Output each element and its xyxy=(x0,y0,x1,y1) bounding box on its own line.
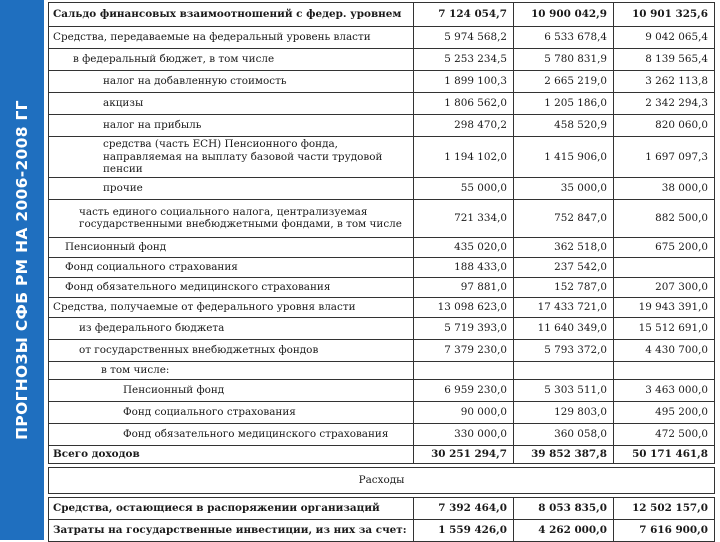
table-row xyxy=(49,317,715,339)
row-label: Фонд обязательного медицинского страхования xyxy=(49,423,414,445)
table-row xyxy=(49,361,715,379)
value-2006: 188 433,0 xyxy=(414,257,514,277)
value-2007: 8 053 835,0 xyxy=(514,497,614,519)
value-2007: 11 640 349,0 xyxy=(514,317,614,339)
value-2007 xyxy=(514,361,614,379)
value-2006: 1 194 102,0 xyxy=(414,137,514,178)
value-2008: 8 139 565,4 xyxy=(614,49,715,71)
value-2006: 55 000,0 xyxy=(414,177,514,199)
value-2007: 360 058,0 xyxy=(514,423,614,445)
value-2008: 675 200,0 xyxy=(614,237,715,257)
value-2008: 2 342 294,3 xyxy=(614,93,715,115)
row-label: Сальдо финансовых взаимоотношений с федер. уровнем xyxy=(49,3,414,27)
table-row xyxy=(49,93,715,115)
row-label: налог на прибыль xyxy=(49,115,414,137)
table-row xyxy=(49,49,715,71)
value-2007: 35 000,0 xyxy=(514,177,614,199)
value-2007: 10 900 042,9 xyxy=(514,3,614,27)
table-row xyxy=(49,177,715,199)
row-label: налог на добавленную стоимость xyxy=(49,71,414,93)
value-2006: 5 253 234,5 xyxy=(414,49,514,71)
table-row xyxy=(49,237,715,257)
row-label: Пенсионный фонд xyxy=(49,237,414,257)
row-label: от государственных внебюджетных фондов xyxy=(49,339,414,361)
value-2007: 39 852 387,8 xyxy=(514,445,614,463)
value-2008: 19 943 391,0 xyxy=(614,297,715,317)
value-2008: 3 262 113,8 xyxy=(614,71,715,93)
value-2007: 4 262 000,0 xyxy=(514,519,614,541)
budget-table xyxy=(48,2,715,542)
value-2006: 721 334,0 xyxy=(414,199,514,237)
table-row xyxy=(49,423,715,445)
value-2008: 882 500,0 xyxy=(614,199,715,237)
table-row xyxy=(49,497,715,519)
value-2008: 4 430 700,0 xyxy=(614,339,715,361)
value-2006: 5 719 393,0 xyxy=(414,317,514,339)
table-row xyxy=(49,379,715,401)
row-label: Средства, остающиеся в распоряжении организаций xyxy=(49,497,414,519)
table-row xyxy=(49,199,715,237)
row-label: акцизы xyxy=(49,93,414,115)
value-2006: 435 020,0 xyxy=(414,237,514,257)
value-2008: 15 512 691,0 xyxy=(614,317,715,339)
value-2007: 6 533 678,4 xyxy=(514,27,614,49)
value-2006: 7 124 054,7 xyxy=(414,3,514,27)
value-2007: 152 787,0 xyxy=(514,277,614,297)
value-2008: 820 060,0 xyxy=(614,115,715,137)
table-row xyxy=(49,519,715,541)
value-2006: 30 251 294,7 xyxy=(414,445,514,463)
value-2007: 1 415 906,0 xyxy=(514,137,614,178)
value-2008: 472 500,0 xyxy=(614,423,715,445)
value-2007: 5 793 372,0 xyxy=(514,339,614,361)
value-2008: 50 171 461,8 xyxy=(614,445,715,463)
value-2006: 1 806 562,0 xyxy=(414,93,514,115)
table-row-total xyxy=(49,445,715,463)
value-2007: 2 665 219,0 xyxy=(514,71,614,93)
row-label: средства (часть ЕСН) Пенсионного фонда, направляемая на выплату базовой части трудовой пенсии xyxy=(49,137,414,178)
row-label: Всего доходов xyxy=(49,445,414,463)
value-2007: 1 205 186,0 xyxy=(514,93,614,115)
table-row xyxy=(49,297,715,317)
value-2006: 6 959 230,0 xyxy=(414,379,514,401)
row-label: прочие xyxy=(49,177,414,199)
table-row xyxy=(49,71,715,93)
value-2007: 237 542,0 xyxy=(514,257,614,277)
value-2008: 207 300,0 xyxy=(614,277,715,297)
table-row xyxy=(49,115,715,137)
row-label: Средства, получаемые от федерального уровня власти xyxy=(49,297,414,317)
value-2006: 1 899 100,3 xyxy=(414,71,514,93)
row-label: Фонд обязательного медицинского страхования xyxy=(49,277,414,297)
row-label: в федеральный бюджет, в том числе xyxy=(49,49,414,71)
value-2006: 1 559 426,0 xyxy=(414,519,514,541)
section-header-row xyxy=(49,467,715,493)
table-row xyxy=(49,257,715,277)
value-2008 xyxy=(614,361,715,379)
value-2007: 5 780 831,9 xyxy=(514,49,614,71)
value-2007: 17 433 721,0 xyxy=(514,297,614,317)
slide-title: ПРОГНОЗЫ СФБ РМ НА 2006-2008 ГГ xyxy=(13,100,31,440)
value-2006: 97 881,0 xyxy=(414,277,514,297)
row-label: Затраты на государственные инвестиции, из них за счет: xyxy=(49,519,414,541)
row-label: в том числе: xyxy=(49,361,414,379)
value-2007: 5 303 511,0 xyxy=(514,379,614,401)
value-2008 xyxy=(614,257,715,277)
value-2006: 90 000,0 xyxy=(414,401,514,423)
value-2008: 10 901 325,6 xyxy=(614,3,715,27)
table-row xyxy=(49,339,715,361)
value-2007: 752 847,0 xyxy=(514,199,614,237)
value-2008: 38 000,0 xyxy=(614,177,715,199)
value-2006: 5 974 568,2 xyxy=(414,27,514,49)
value-2008: 9 042 065,4 xyxy=(614,27,715,49)
section-header-expenses: Расходы xyxy=(49,467,715,493)
row-label: Средства, передаваемые на федеральный уровень власти xyxy=(49,27,414,49)
value-2008: 495 200,0 xyxy=(614,401,715,423)
row-label: из федерального бюджета xyxy=(49,317,414,339)
value-2007: 458 520,9 xyxy=(514,115,614,137)
row-label: Фонд социального страхования xyxy=(49,257,414,277)
row-label: Фонд социального страхования xyxy=(49,401,414,423)
value-2006: 13 098 623,0 xyxy=(414,297,514,317)
value-2006: 330 000,0 xyxy=(414,423,514,445)
value-2007: 362 518,0 xyxy=(514,237,614,257)
value-2007: 129 803,0 xyxy=(514,401,614,423)
value-2008: 1 697 097,3 xyxy=(614,137,715,178)
value-2008: 3 463 000,0 xyxy=(614,379,715,401)
value-2008: 7 616 900,0 xyxy=(614,519,715,541)
value-2006: 298 470,2 xyxy=(414,115,514,137)
value-2006: 7 392 464,0 xyxy=(414,497,514,519)
row-label: часть единого социального налога, централизуемая государственными внебюджетными фондами, в том числе xyxy=(49,199,414,237)
table-row xyxy=(49,401,715,423)
table-row xyxy=(49,137,715,178)
table-row xyxy=(49,277,715,297)
value-2006 xyxy=(414,361,514,379)
row-label: Пенсионный фонд xyxy=(49,379,414,401)
budget-table-container xyxy=(48,2,718,542)
table-row xyxy=(49,3,715,27)
value-2006: 7 379 230,0 xyxy=(414,339,514,361)
table-row xyxy=(49,27,715,49)
sidebar-banner xyxy=(0,0,44,540)
value-2008: 12 502 157,0 xyxy=(614,497,715,519)
